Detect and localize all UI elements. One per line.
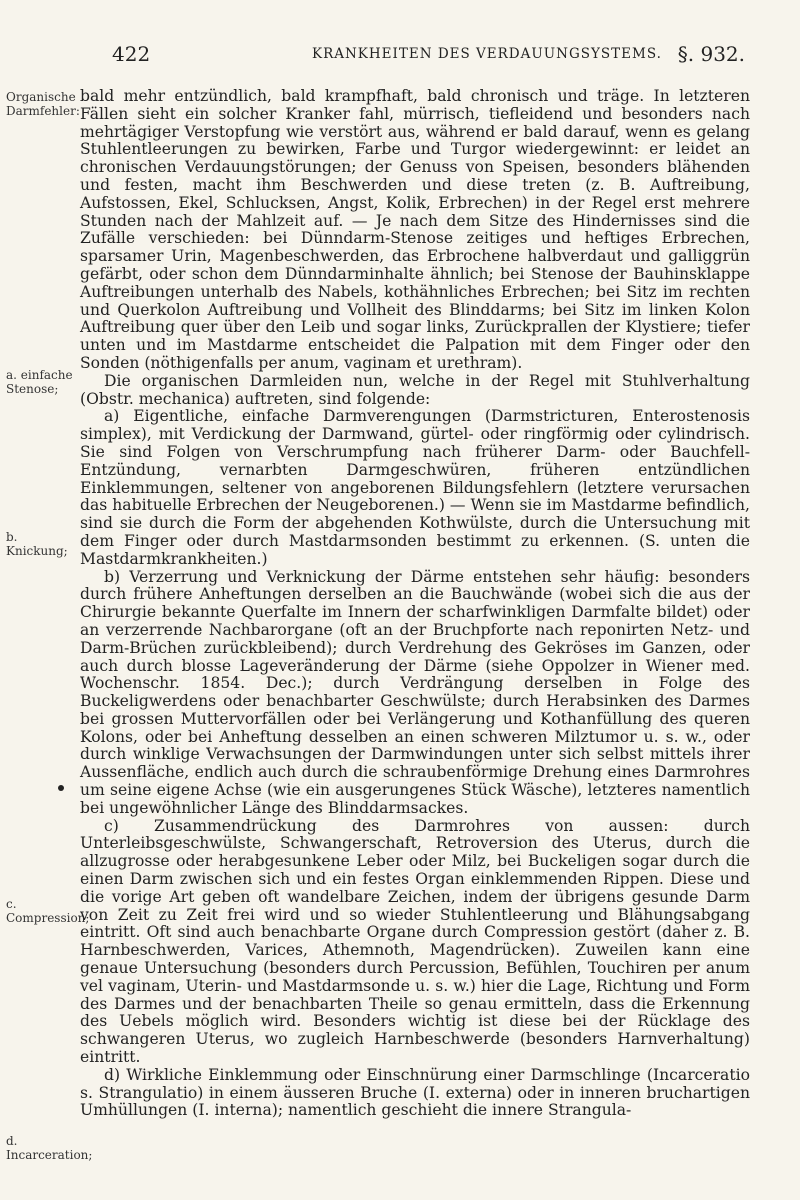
bullet-mark [58,785,64,791]
paragraph-2: Die organischen Darmleiden nun, welche in der Regel mit Stuhlverhaltung (Obstr. mechanica) auftreten, sind folgende: [80,371,750,408]
paragraph-1: bald mehr entzündlich, bald krampfhaft, bald chronisch und träge. In letzteren Fällen sieht ein solcher Kranker fahl, mürrisch, tiefleidend und besonders nach mehrtägiger Verstopfung wie verstört aus, während er bald darauf, wenn es gelang Stuhlentleerungen zu bewirken, Farbe und Turgor wiedergewinnt: er leidet an chronischen Verdauungstörungen; der Genuss von Speisen, besonders blähenden und festen, macht ihm Beschwerden und diese treten (z. B. Auftreibung, Aufstossen, Ekel, Schlucksen, Angst, Kolik, Erbrechen) in der Regel erst mehrere Stunden nach der Mahlzeit auf. — Je nach dem Sitze des Hindernisses sind die Zufälle verschieden: bei Dünndarm-Stenose zeitiges und heftiges Erbrechen, sparsamer Urin, Magenbeschwerden, das Erbrochene halbverdaut und galliggrün gefärbt, oder schon dem Dünndarminhalte ähnlich; bei Stenose der Bauhinsklappe Auftreibungen unterhalb des Nabels, kothähnliches Erbrechen; bei Sitz im rechten und Querkolon Auftreibung und Vollheit des Blinddarms; bei Sitz im linken Kolon Auftreibung quer über den Leib und sogar links, Zurückprallen der Klystiere; tiefer unten und im Mastdarme entscheidet die Palpation mit dem Finger oder den Sonden (nöthigenfalls per anum, vaginam et urethram). [80,87,750,372]
paragraph-4: b) Verzerrung und Verknickung der Därme entstehen sehr häufig: besonders durch frühere Anheftungen derselben an die Bauchwände (wobei sich die aus der Chirurgie bekannte Querfalte im Innern der scharfwinkligen Darmfalte bildet) oder an verzerrende Nachbarorgane (oft an der Bruchpforte nach reponirten Netz- und Darm-Brüchen zurückbleibend); durch Verdrehung des Gekröses im Ganzen, oder auch durch blosse Lageveränderung der Därme (siehe Oppolzer in Wiener med. Wochenschr. 1854. Dec.); durch Verdrängung derselben in Folge des Buckeligwerdens oder benachbarter Geschwülste; durch Herabsinken des Darmes bei grossen Muttervorfällen oder bei Verlängerung und Kothanfüllung des queren Kolons, oder bei Anheftung desselben an einen schweren Milztumor u. s. w., oder durch winklige Verwachsungen der Darmwindungen unter sich selbst mittels ihrer Aussenfläche, endlich auch durch die schraubenförmige Drehung eines Darmrohres um seine eigene Achse (wie ein ausgerungenes Stück Wäsche), letzteres namentlich bei ungewöhnlicher Länge des Blinddarmsackes. [80,567,750,817]
body-text [80,88,750,1120]
paragraph-3: a) Eigentliche, einfache Darmverengungen (Darmstricturen, Enterostenosis simplex), mit Verdickung der Darmwand, gürtel- oder ringförmig oder cylindrisch. Sie sind Folgen von Verschrumpfung nach früherer Darm- oder Bauchfell-Entzündung, vernarbten Darmgeschwüren, früheren entzündlichen Einklemmungen, seltener von angeborenen Bildungsfehlern (letztere verursachen das habituelle Erbrechen der Neugeborenen.) — Wenn sie im Mastdarme befindlich, sind sie durch die Form der abgehenden Kothwülste, durch die Untersuchung mit dem Finger oder durch Mastdarmsonden bestimmt zu erkennen. (S. unten die Mastdarmkrankheiten.) [80,407,750,568]
margin-note-organische: Organische Darmfehler: [6,90,80,118]
page-number: 422 [112,42,151,66]
section-number: §. 932. [677,42,745,66]
margin-note-a: a. einfache Stenose; [6,368,73,396]
paragraph-6: d) Wirkliche Einklemmung oder Einschnürung einer Darmschlinge (Incarceratio s. Strangulatio) in einem äusseren Bruche (I. externa) oder in inneren bruchartigen Umhüllungen (I. interna); namentlich geschieht die innere Strangula- [80,1065,750,1120]
margin-note-b: b. Knickung; [6,530,68,558]
running-title: KRANKHEITEN DES VERDAUUNGSYSTEMS. [312,46,662,62]
margin-note-d: d. Incarceration; [6,1134,93,1162]
page-header [112,42,745,70]
paragraph-5: c) Zusammendrückung des Darmrohres von aussen: durch Unterleibsgeschwülste, Schwangerschaft, Retroversion des Uterus, durch die allzugrosse oder herabgesunkene Leber oder Milz, bei Buckeligen sogar durch die einen Darm zwischen sich und ein festes Organ einklemmenden Rippen. Diese und die vorige Art geben oft wandelbare Zeichen, indem der übrigens gesunde Darm von Zeit zu Zeit frei wird und so wieder Stuhlentleerung und Blähungsabgang eintritt. Oft sind auch benachbarte Organe durch Compression gestört (daher z. B. Harnbeschwerden, Varices, Athemnoth, Magendrücken). Zuweilen kann eine genaue Untersuchung (besonders durch Percussion, Befühlen, Touchiren per anum vel vaginam, Uterin- und Mastdarmsonde u. s. w.) hier die Lage, Richtung und Form des Darmes und der benachbarten Theile so genau ermitteln, dass die Erkennung des Uebels möglich wird. Besonders wichtig ist diese bei der Rücklage des schwangeren Uterus, wo zugleich Harnbeschwerde (besonders Harnverhaltung) eintritt. [80,816,750,1067]
margin-note-c: c. Compression; [6,897,90,925]
